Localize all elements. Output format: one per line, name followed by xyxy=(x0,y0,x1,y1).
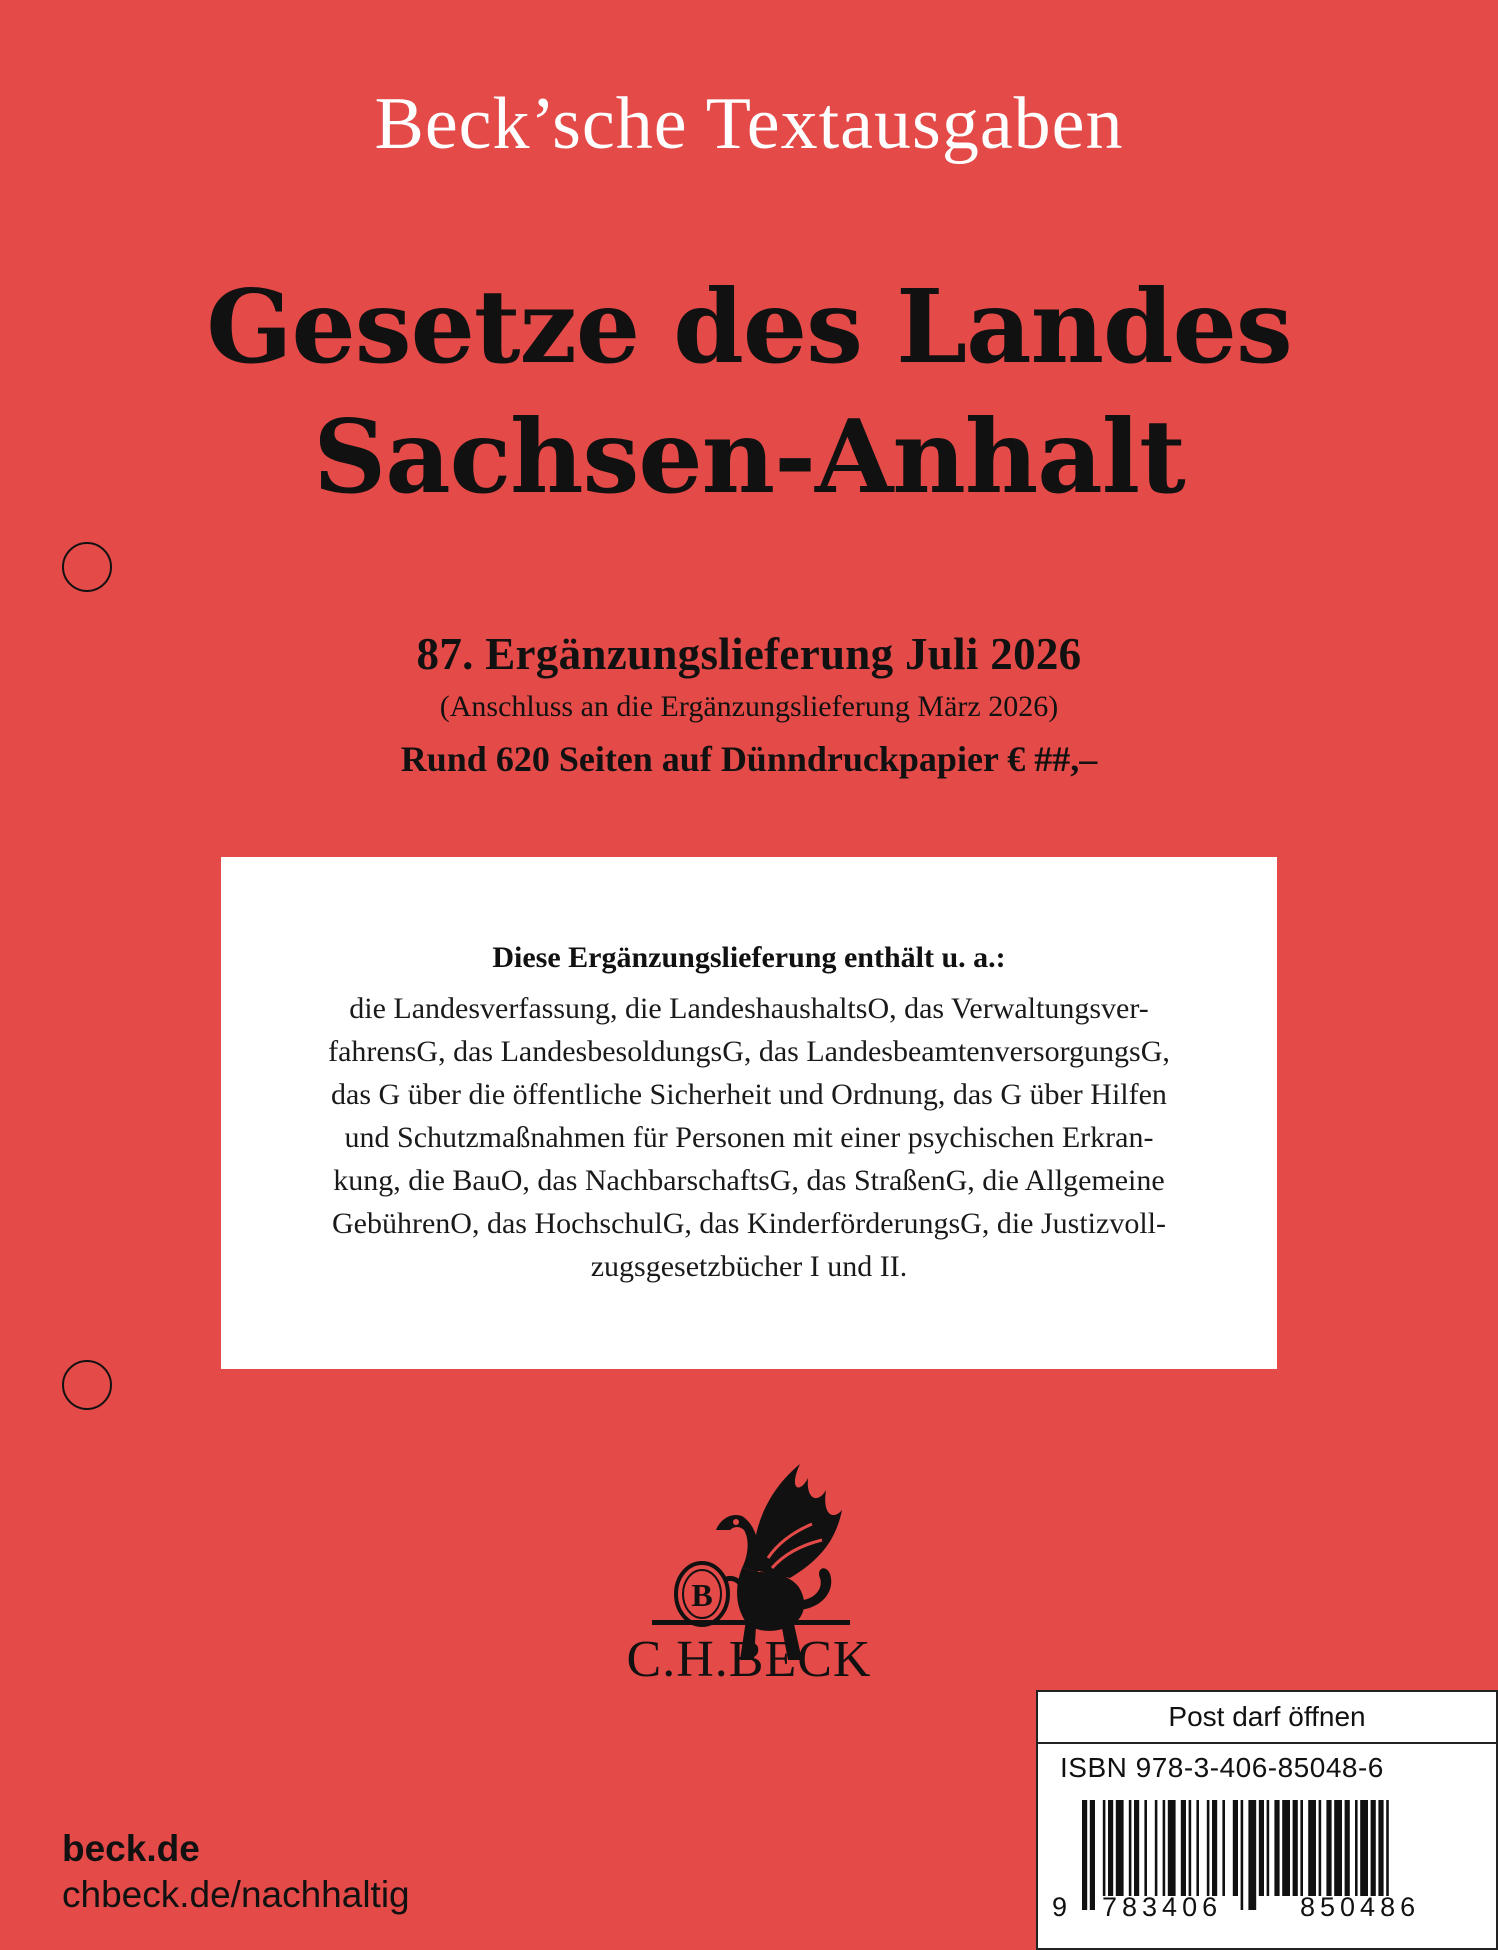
barcode-bar xyxy=(1326,1800,1331,1896)
publisher-name: C.H.BECK xyxy=(626,1631,872,1688)
barcode-bar xyxy=(1319,1800,1322,1896)
title-line-1: Gesetze des Landes xyxy=(206,267,1292,386)
barcode-bar xyxy=(1308,1800,1316,1896)
barcode-bar xyxy=(1134,1800,1139,1896)
barcode-digits-left: 783406 xyxy=(1102,1892,1223,1922)
publisher-rule xyxy=(652,1620,850,1625)
punch-hole-bottom-icon xyxy=(62,1360,112,1410)
barcode-bar xyxy=(1189,1800,1192,1896)
punch-hole-top-icon xyxy=(62,542,112,592)
barcode-bar xyxy=(1168,1800,1176,1896)
barcode-bar xyxy=(1233,1800,1238,1896)
edition-label: 87. Ergänzungslieferung Juli 2026 xyxy=(416,629,1082,679)
contents-panel xyxy=(221,857,1277,1369)
barcode-bar xyxy=(1248,1800,1256,1910)
barcode-bar xyxy=(1103,1800,1106,1896)
contents-text xyxy=(221,987,1277,1288)
barcode-bar xyxy=(1386,1800,1389,1896)
contents-line: das G über die öffentliche Sicherheit und Ordnung, das G über Hilfen xyxy=(331,1078,1167,1111)
barcode-bar xyxy=(1163,1800,1166,1896)
barcode-bar xyxy=(1355,1800,1358,1896)
barcode-bar xyxy=(1378,1800,1383,1896)
barcode-bar xyxy=(1259,1800,1264,1896)
barcode-bar xyxy=(1293,1800,1298,1896)
barcode-digit-first: 9 xyxy=(1052,1892,1068,1922)
sustainability-link[interactable]: chbeck.de/nachhaltig xyxy=(62,1874,410,1915)
barcode-bar xyxy=(1274,1800,1279,1896)
barcode-bar xyxy=(1207,1800,1210,1896)
website-link[interactable]: beck.de xyxy=(62,1828,200,1869)
isbn-box xyxy=(1036,1690,1498,1950)
title-line-2: Sachsen-Anhalt xyxy=(313,397,1185,516)
logo-monogram: B xyxy=(691,1577,713,1613)
barcode-bar xyxy=(1334,1800,1342,1896)
contents-line: die Landesverfassung, die LandeshaushaltsO, das Verwaltungsver- xyxy=(349,992,1149,1025)
barcode-bar xyxy=(1129,1800,1132,1896)
barcode-bar xyxy=(1196,1800,1199,1896)
contents-line: GebührenO, das HochschulG, das KinderförderungsG, die Justizvoll- xyxy=(332,1207,1166,1240)
contents-line: zugsgesetzbücher I und II. xyxy=(590,1250,908,1283)
barcode-bar xyxy=(1155,1800,1158,1896)
barcode-bar xyxy=(1241,1800,1244,1910)
barcode-bar xyxy=(1300,1800,1303,1896)
barcode-bar xyxy=(1360,1800,1368,1896)
web-links xyxy=(62,1826,410,1918)
series-title: Beck’sche Textausgaben xyxy=(374,83,1124,165)
post-notice: Post darf öffnen xyxy=(1038,1692,1496,1744)
barcode-bar xyxy=(1082,1800,1087,1910)
barcode-bar xyxy=(1267,1800,1270,1896)
barcode-bar xyxy=(1345,1800,1350,1896)
barcode-bar xyxy=(1212,1800,1217,1896)
barcode-bar xyxy=(1282,1800,1290,1896)
barcode-bar xyxy=(1144,1800,1147,1896)
contents-line: und Schutzmaßnahmen für Personen mit einer psychischen Erkran- xyxy=(344,1121,1154,1154)
connection-note: (Anschluss an die Ergänzungslieferung März 2026) xyxy=(439,690,1059,723)
contents-heading: Diese Ergänzungslieferung enthält u. a.: xyxy=(492,941,1006,974)
contents-line: fahrensG, das LandesbesoldungsG, das LandesbeamtenversorgungsG, xyxy=(328,1035,1170,1068)
book-title xyxy=(0,262,1498,522)
barcode-bar xyxy=(1222,1800,1225,1896)
barcode-bar xyxy=(1108,1800,1113,1896)
barcode-bar xyxy=(1181,1800,1186,1896)
pages-and-price: Rund 620 Seiten auf Dünndruckpapier € ##,– xyxy=(400,739,1098,779)
contents-line: kung, die BauO, das NachbarschaftsG, das StraßenG, die Allgemeine xyxy=(333,1164,1165,1197)
barcode-bar xyxy=(1116,1800,1124,1896)
barcode-bar xyxy=(1371,1800,1376,1896)
barcode-bar xyxy=(1090,1800,1095,1910)
barcode-digits-right: 850486 xyxy=(1300,1892,1421,1922)
isbn-number: ISBN 978-3-406-85048-6 xyxy=(1060,1752,1384,1783)
